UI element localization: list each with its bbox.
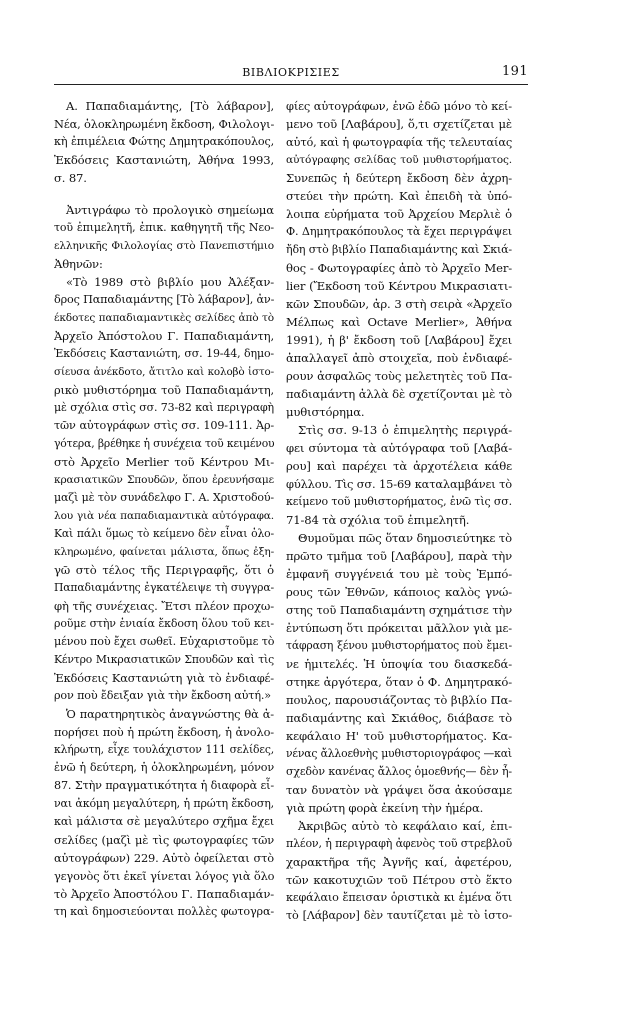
- text-line: Φ. Δημητρακόπουλος τὰ ἔχει περιγράψει: [286, 225, 512, 238]
- text-line: παδιαμάντη ἀλλὰ δὲ σχετίζονται μὲ τὸ: [286, 387, 512, 401]
- text-line: τῶν αὐτογράφων στὶς σσ. 109-111. Ἀρ-: [54, 419, 274, 432]
- text-line: τη καὶ δημοσιεύονται πολλὲς φωτογρα-: [54, 905, 274, 918]
- citation-line: κὴ ἐπιμέλεια Φώτης Δημητρακόπουλος,: [54, 135, 274, 148]
- text-line: γιὰ πρώτη φορὰ ἐκείνη τὴν ἡμέρα.: [286, 801, 484, 815]
- text-line: στης τοῦ Παπαδιαμάντη σχημάτισε τὴν: [286, 603, 512, 617]
- citation-line: Ἐκδόσεις Καστανιώτη, Ἀθήνα 1993,: [54, 153, 274, 167]
- text-line: μαζὶ μὲ τὸν συνάδελφο Γ. Α. Χριστοδού-: [54, 491, 274, 504]
- text-line: Ἐκδόσεις Καστανιώτη γιὰ τὸ ἐνδιαφέ-: [54, 671, 274, 685]
- text-line: λοιπα εὑρήματα τοῦ Ἀρχείου Μερλιὲ ὁ: [286, 207, 512, 221]
- text-line: ρον ποὺ ἔδειξαν γιὰ τὴν ἔκδοση αὐτή.»: [54, 689, 272, 702]
- text-line: μενο τοῦ [Λαβάρου], ὅ,τι σχετίζεται μὲ: [286, 117, 512, 131]
- right-column: [286, 97, 512, 925]
- text-line: στὸ Ἀρχεῖο Merlier τοῦ Κέντρου Μι-: [54, 455, 274, 469]
- text-line: κεφάλαιο ἔπεισαν ὁριστικὰ κι ἐμένα ὅτι: [286, 891, 512, 904]
- text-line: ἤδη στὸ βιβλίο Παπαδιαμάντης καὶ Σκιά-: [286, 243, 512, 256]
- text-line: φει σύντομα τὰ αὐτόγραφα τοῦ [Λαβά-: [286, 441, 512, 455]
- text-line: ἐμφανῆ συγγένειά του μὲ τοὺς Ἐμπό-: [286, 567, 512, 581]
- text-line: κρασιατικῶν Σπουδῶν, ὅπου ἐρευνήσαμε: [54, 474, 274, 486]
- text-line: κεφάλαιο Η' τοῦ μυθιστορήματος. Κα-: [286, 729, 512, 743]
- text-line: ροῦμε στὴν ἑνιαία ἔκδοση ὅλου τοῦ κει-: [54, 617, 274, 630]
- text-line: Ἀντιγράφω τὸ προλογικὸ σημείωμα: [66, 203, 274, 217]
- text-line: Παπαδιαμάντης ἐγκατέλειψε τὴ συγγρα-: [54, 581, 274, 594]
- text-line: αὐτό, καὶ ἡ φωτογραφία τῆς τελευταίας: [286, 135, 512, 149]
- text-line: Στὶς σσ. 9-13 ὁ ἐπιμελητὴς περιγρά-: [298, 423, 512, 437]
- text-line: τοῦ ἐπιμελητῆ, ἐπικ. καθηγητῆ τῆς Νεο-: [54, 221, 274, 234]
- text-line: σχεδὸν κανένας ἄλλος ὁμοεθνής— δὲν ἦ-: [286, 765, 512, 778]
- text-line: τῶν κακοτυχιῶν τοῦ Πέτρου στὸ ἕκτο: [286, 873, 512, 887]
- text-line: ναι ἀκόμη μεγαλύτερη, ἡ πρώτη ἔκδοση,: [54, 797, 274, 810]
- text-line: ρικὸ μυθιστόρημα τοῦ Παπαδιαμάντη,: [54, 383, 274, 397]
- text-line: αὐτόγραφης σελίδας τοῦ μυθιστορήματος.: [286, 154, 512, 166]
- text-line: χαρακτῆρα τῆς Ἀγνῆς καί, ἀφετέρου,: [286, 855, 512, 869]
- text-line: Καὶ πάλι ὅμως τὸ κείμενο δὲν εἶναι ὁλο-: [54, 527, 274, 540]
- text-line: δρος Παπαδιαμάντης [Τὸ λάβαρον], ἀν-: [54, 293, 274, 306]
- text-line: Θυμοῦμαι πῶς ὅταν δημοσιεύτηκε τὸ: [298, 531, 512, 545]
- text-line: πρῶτο τμῆμα τοῦ [Λαβάρου], παρὰ τὴν: [286, 549, 512, 563]
- text-line: στηκε ἀργότερα, ὅταν ὁ Φ. Δημητρακό-: [286, 675, 512, 689]
- left-column: [54, 97, 274, 921]
- text-line: πουλος, παρουσιάζοντας τὸ βιβλίο Πα-: [286, 693, 512, 707]
- text-line: κείμενο τοῦ μυθιστορήματος, ἐνῶ τὶς σσ.: [286, 495, 512, 508]
- right-body-text: [286, 97, 512, 925]
- text-line: σίευσα ἀνέκδοτο, ἄτιτλο καὶ κολοβὸ ἱστο-: [54, 366, 274, 378]
- text-line: νένας ἄλλοεθνὴς μυθιστοριογράφος —καὶ: [286, 747, 512, 760]
- text-line: ρου] καὶ παρέχει τὰ ἀρχοτέλεια κάθε: [286, 459, 512, 473]
- text-line: μὲ σχόλια στὶς σσ. 73-82 καὶ περιγραφὴ: [54, 401, 274, 414]
- text-line: λου γιὰ νέα παπαδιαμαντικὰ αὐτόγραφα.: [54, 510, 274, 522]
- text-line: θος - Φωτογραφίες ἀπὸ τὸ Ἀρχεῖο Mer-: [286, 261, 512, 275]
- page-number: 191: [501, 64, 528, 79]
- text-line: καὶ μάλιστα σὲ μεγαλύτερο σχῆμα ἔχει: [54, 815, 274, 828]
- text-line: Ἀρχεῖο Ἀπόστολου Γ. Παπαδιαμάντη,: [54, 329, 274, 343]
- text-line: παδιαμάντης καὶ Σκιάθος, διάβασε τὸ: [286, 711, 512, 725]
- text-line: τὸ [Λάβαρον] δὲν ταυτίζεται μὲ τὸ ἱστο-: [286, 909, 512, 922]
- text-line: αὐτογράφων) 229. Αὐτὸ ὀφείλεται στὸ: [54, 851, 274, 865]
- text-line: πλέον, ἡ περιγραφὴ ἀφενὸς τοῦ στρεβλοῦ: [286, 837, 512, 850]
- text-line: ἀπαλλαγεῖ ἀπὸ στοιχεῖα, ποὺ ἐνδιαφέ-: [286, 351, 512, 365]
- text-line: φύλλου. Τὶς σσ. 15-69 καταλαμβάνει τὸ: [286, 477, 512, 491]
- text-line: πορήσει ποὺ ἡ πρώτη ἔκδοση, ἡ ἀνολο-: [54, 725, 274, 739]
- text-line: κληρωμένο, φαίνεται μάλιστα, ὅπως ἐξη-: [54, 546, 274, 558]
- text-line: Ἐκδόσεις Καστανιώτη, σσ. 19-44, δημο-: [54, 347, 274, 360]
- text-line: Ἀθηνῶν:: [54, 257, 103, 271]
- text-line: φίες αὐτογράφων, ἐνῶ ἐδῶ μόνο τὸ κεί-: [286, 99, 512, 113]
- left-body-text: [54, 201, 274, 921]
- text-line: Ὁ παρατηρητικὸς ἀναγνώστης θὰ ἀ-: [66, 707, 274, 721]
- text-line: 87. Στὴν πραγματικότητα ἡ διαφορὰ εἶ-: [54, 779, 274, 792]
- text-line: στεύει τὴν πρώτη. Καὶ ἐπειδὴ τὰ ὑπό-: [286, 189, 512, 203]
- text-line: Κέντρο Μικρασιατικῶν Σπουδῶν καὶ τὶς: [54, 653, 274, 666]
- text-line: τὸ Ἀρχεῖο Ἀποστόλου Γ. Παπαδιαμάν-: [54, 887, 274, 901]
- text-line: κλήρωτη, εἶχε τουλάχιστον 111 σελίδες,: [54, 743, 274, 756]
- text-line: φὴ τῆς συνέχειας. Ἔτσι πλέον προχω-: [54, 599, 274, 613]
- paragraph-gap: [54, 187, 274, 201]
- text-line: Ἀκριβῶς αὐτὸ τὸ κεφάλαιο καί, ἐπι-: [298, 819, 512, 833]
- text-line: Συνεπῶς ἡ δεύτερη ἔκδοση δὲν ἀχρη-: [286, 171, 512, 185]
- citation-line: Νέα, ὁλοκληρωμένη ἔκδοση, Φιλολογι-: [54, 117, 274, 131]
- text-line: έκδοτες παπαδιαμαντικὲς σελίδες ἀπὸ τὸ: [54, 312, 274, 324]
- text-line: νε ἡμιτελές. Ἡ ὑποψία του διασκεδά-: [286, 657, 512, 671]
- text-line: μυθιστόρημα.: [286, 405, 365, 419]
- text-line: ἐνῶ ἡ δεύτερη, ἡ ὁλοκληρωμένη, μόνον: [54, 761, 274, 774]
- text-line: γῶ στὸ τέλος τῆς Περιγραφῆς, ὅτι ὁ: [54, 563, 274, 577]
- text-line: γεγονὸς ὅτι ἐκεῖ γίνεται λόγος γιὰ ὅλο: [54, 869, 274, 883]
- text-line: ἐντύπωση ὅτι πρόκειται μᾶλλον γιὰ με-: [286, 621, 512, 635]
- text-line: lier (Ἔκδοση τοῦ Κέντρου Μικρασιατι-: [286, 279, 512, 293]
- citation-line: σ. 87.: [54, 171, 87, 185]
- citation-block: [54, 97, 274, 187]
- text-line: ρους τῶν Ἐθνῶν, κάποιος καλὸς γνώ-: [286, 585, 512, 599]
- text-line: 1991), ἡ β' ἔκδοση τοῦ [Λαβάρου] ἔχει: [286, 333, 512, 347]
- text-line: Μέλπως καὶ Octave Merlier», Ἀθήνα: [286, 315, 512, 329]
- text-line: κῶν Σπουδῶν, ἀρ. 3 στὴ σειρὰ «Ἀρχεῖο: [286, 297, 512, 311]
- text-line: σελίδες (μαζὶ μὲ τὶς φωτογραφίες τῶν: [54, 833, 274, 847]
- text-line: ρουν ἀσφαλῶς τοὺς μελετητὲς τοῦ Πα-: [286, 369, 512, 383]
- text-line: γότερα, βρέθηκε ἡ συνέχεια τοῦ κειμένου: [54, 437, 274, 450]
- text-line: μένου ποὺ ἔχει σωθεῖ. Εὐχαριστοῦμε τὸ: [54, 635, 274, 648]
- running-head: [54, 64, 528, 82]
- text-line: 71-84 τὰ σχόλια τοῦ ἐπιμελητῆ.: [286, 513, 470, 527]
- header-rule: [54, 84, 528, 85]
- citation-line: Α. Παπαδιαμάντης, [Τὸ λάβαρον],: [66, 99, 274, 113]
- text-line: τάφραση ξένου μυθιστορήματος ποὺ ἔμει-: [286, 639, 512, 652]
- text-line: «Τὸ 1989 στὸ βιβλίο μου Ἀλέξαν-: [66, 275, 274, 289]
- text-line: ελληνικῆς Φιλολογίας στὸ Πανεπιστήμιο: [54, 240, 274, 252]
- running-title: ΒΙΒΛΙΟΚΡΙΣΙΕΣ: [242, 66, 340, 79]
- text-line: ταν δυνατὸν νὰ γράψει ὅσα ἀκούσαμε: [286, 783, 512, 797]
